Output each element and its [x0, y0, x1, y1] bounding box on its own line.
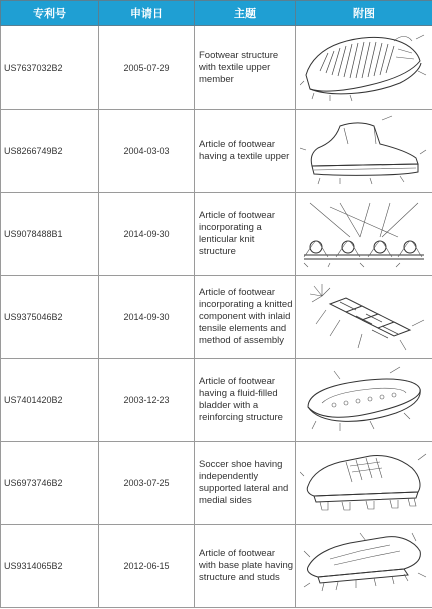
filing-date: 2005-07-29: [99, 26, 195, 110]
patent-figure: [296, 26, 432, 110]
table-row: [1, 193, 432, 276]
patent-figure: [296, 193, 432, 276]
filing-date: 2012-06-15: [99, 525, 195, 608]
patent-figure: [296, 359, 432, 442]
table-row: [1, 442, 432, 525]
lenticular-knit-drawing: [300, 197, 428, 271]
table-row: [1, 359, 432, 442]
filing-date: 2004-03-03: [99, 110, 195, 193]
table-header-row: [1, 1, 432, 26]
table-row: [1, 525, 432, 608]
patent-title: Footwear structure with textile upper member: [195, 26, 296, 110]
filing-date: 2014-09-30: [99, 193, 195, 276]
patent-number: US9375046B2: [1, 276, 99, 359]
patent-number: US8266749B2: [1, 110, 99, 193]
patent-figure: [296, 525, 432, 608]
bladder-sole-drawing: [300, 363, 428, 437]
filing-date: 2003-07-25: [99, 442, 195, 525]
patent-title: Article of footwear having a fluid-filled bladder with a reinforcing structure: [195, 359, 296, 442]
filing-date: 2014-09-30: [99, 276, 195, 359]
patent-figure: [296, 110, 432, 193]
patent-figure: [296, 276, 432, 359]
base-plate-studs-drawing: [300, 529, 428, 603]
knit-upper-shoe-drawing: [300, 31, 428, 105]
patent-title: Soccer shoe having independently supported lateral and medial sides: [195, 442, 296, 525]
filing-date: 2003-12-23: [99, 359, 195, 442]
header-patent-number: 专利号: [1, 1, 99, 26]
table-row: [1, 110, 432, 193]
table-row: [1, 276, 432, 359]
tensile-elements-drawing: [300, 280, 428, 354]
header-filing-date: 申请日: [99, 1, 195, 26]
header-figure: 附图: [296, 1, 432, 26]
patent-number: US6973746B2: [1, 442, 99, 525]
soccer-shoe-drawing: [300, 446, 428, 520]
patent-title: Article of footwear incorporating a lenticular knit structure: [195, 193, 296, 276]
patent-number: US9314065B2: [1, 525, 99, 608]
boot-sole-drawing: [300, 114, 428, 188]
patent-number: US9078488B1: [1, 193, 99, 276]
table-row: [1, 26, 432, 110]
patent-number: US7637032B2: [1, 26, 99, 110]
patent-title: Article of footwear incorporating a knitted component with inlaid tensile elements and method of assembly: [195, 276, 296, 359]
header-title: 主题: [195, 1, 296, 26]
patent-number: US7401420B2: [1, 359, 99, 442]
patent-figure: [296, 442, 432, 525]
patent-title: Article of footwear with base plate having structure and studs: [195, 525, 296, 608]
patent-title: Article of footwear having a textile upper: [195, 110, 296, 193]
